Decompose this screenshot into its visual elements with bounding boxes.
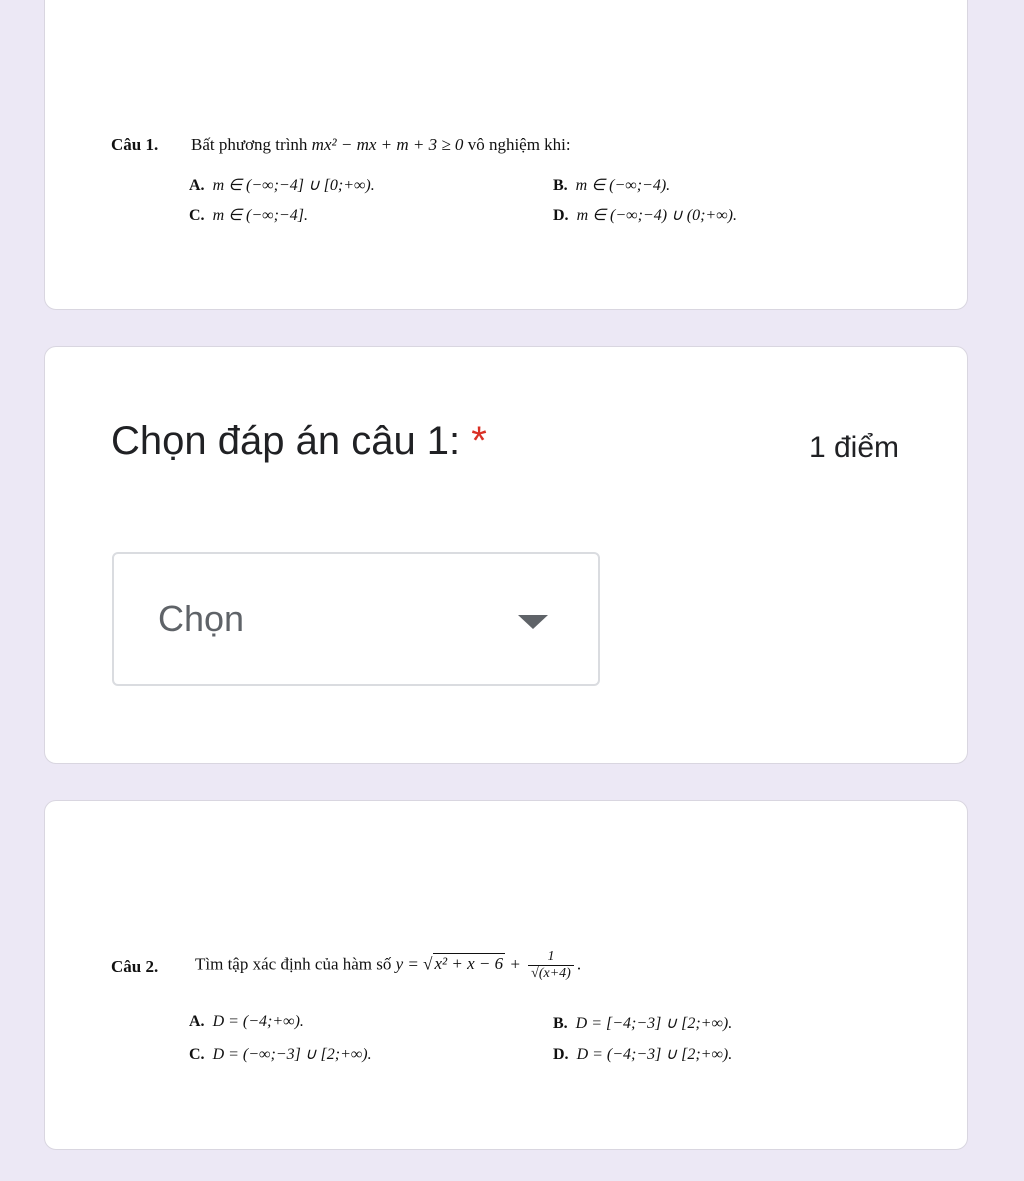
question-2-text: Tìm tập xác định của hàm số y = √ x² + x − 6 + $\frac{1}{√(x+4)}$ . (195, 949, 582, 981)
question-2-number: Câu 2. (111, 957, 159, 976)
question-2-option-a: A. D = (−4;+∞). (189, 1013, 304, 1030)
question-1-expression: mx² − mx + m + 3 ≥ 0 (311, 135, 464, 154)
question-2-text-before: Tìm tập xác định của hàm số (195, 954, 392, 974)
question-2-option-d: D. D = (−4;−3] ∪ [2;+∞). (553, 1046, 733, 1063)
points-label: 1 điểm (808, 431, 899, 464)
question-2-fraction: $\frac{1}{√(x+4)}$ (528, 949, 574, 982)
answer-card (44, 346, 968, 764)
question-1-option-b: B. m ∈ (−∞;−4). (553, 177, 671, 194)
question-1-option-d: D. m ∈ (−∞;−4) ∪ (0;+∞). (553, 207, 737, 224)
question-1-text-before: Bất phương trình (191, 135, 308, 154)
question-2-option-b: B. D = [−4;−3] ∪ [2;+∞). (553, 1015, 733, 1032)
question-1-option-a: A. m ∈ (−∞;−4] ∪ [0;+∞). (189, 177, 375, 194)
answer-dropdown[interactable] (112, 552, 600, 686)
question-2-card (44, 800, 968, 1150)
question-1-card (44, 0, 968, 310)
required-asterisk: * (471, 419, 487, 463)
question-1-option-c: C. m ∈ (−∞;−4]. (189, 207, 308, 224)
dropdown-placeholder: Chọn (158, 598, 245, 639)
question-1-text-after: vô nghiệm khi: (467, 135, 571, 154)
question-2-sqrt: x² + x − 6 (434, 954, 504, 974)
question-1-number: Câu 1. (111, 135, 159, 154)
question-1-text (191, 135, 571, 155)
dropdown-caret-icon (518, 615, 548, 629)
question-2-option-c: C. D = (−∞;−3] ∪ [2;+∞). (189, 1046, 372, 1063)
question-2-y: y = (395, 954, 424, 974)
answer-title: Chọn đáp án câu 1: * (111, 419, 487, 463)
